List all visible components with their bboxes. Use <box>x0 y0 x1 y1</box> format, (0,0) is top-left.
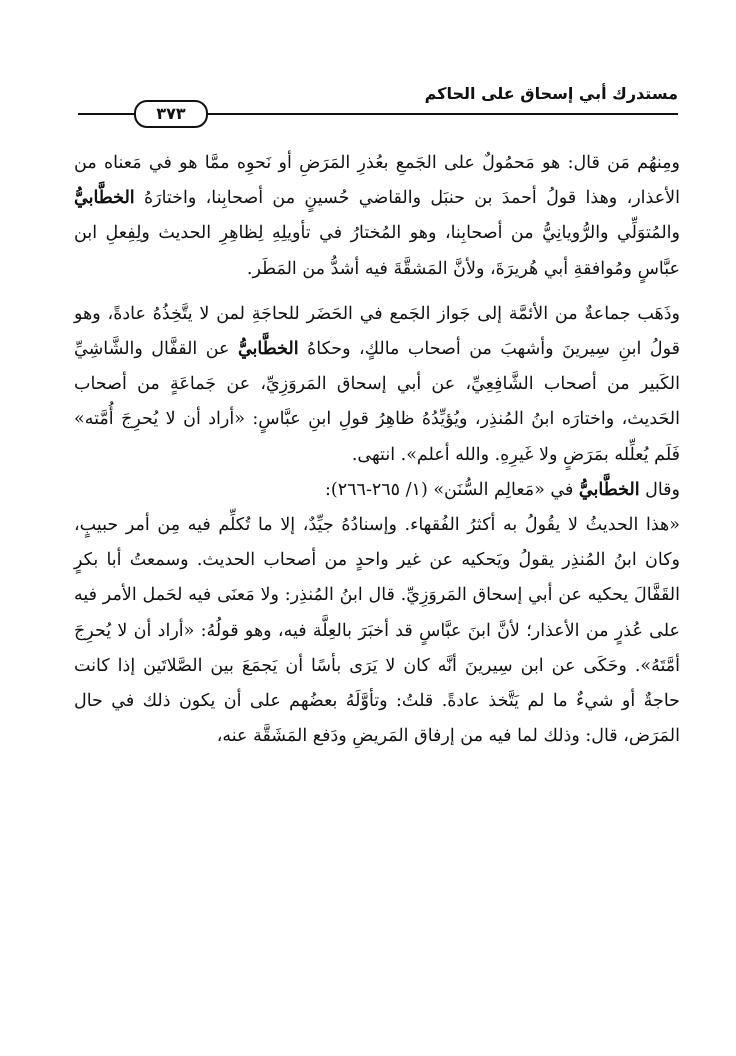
text-run: وقال <box>639 479 680 500</box>
text-run: «هذا الحديثُ لا يقُولُ به أكثرُ الفُقهاء. وإسنادُهُ جيِّدٌ، إلا ما تُكلِّم فيه مِن أمر حبيبٍ، وكان ابنُ المُنذِر يقولُ ويَحكيه عن غير واحدٍ من أصحاب الحديث. وسمعتُ أبا بكرٍ القَفَّالَ يحكيه عن أبي إسحاق المَروَزِيِّ. قال ابنُ المُنذِر: ولا مَعنَى فيه لحَمل الأمر فيه على عُذرٍ من الأعذار؛ لأنَّ ابنَ عبَّاسٍ قد أخبَرَ بالعِلَّة فيه، وهو قولُهُ: «أراد أن لا يُحرِجَ أمَّتَهُ». وحَكَى عن ابن سِيرينَ أنَّه كان لا يَرَى بأسًا أن يَجمَعَ بين الصَّلاتَين إذا كانت حاجةٌ أو شيءٌ ما لم يَتَّخذ عادةً. قلتُ: وتأوَّلَهُ بعضُهم على أن يكون ذلك في حال المَرَض، قال: وذلك لما فيه من إرفاق المَريضِ ودَفع المَشَقَّة عنه، <box>74 515 680 747</box>
name-highlight: الخطَّابيُّ <box>578 479 640 500</box>
body-text <box>74 146 680 754</box>
text-run: ومِنهُم مَن قال: هو مَحمُولٌ على الجَمعِ بعُذرِ المَرَضِ أو نَحوِه ممَّا هو في مَعناه من الأعذار، وهذا قولُ أحمدَ بن حنبَل والقاضي حُسينٍ من أصحابِنا، واختارَهُ <box>74 153 680 209</box>
text-run: والمُتوَلِّي والرُّويانِيُّ من أصحابِنا، وهو المُختارُ في تأويلِهِ لِظاهِرِ الحديث ولِفِعلِ ابن عبَّاسٍ ومُوافقةِ أبي هُريرَةَ، ولأنَّ المَشقَّةَ فيه أشدُّ من المَطَر. <box>74 223 680 279</box>
text-run: عن القفَّال والشَّاشِيِّ الكَبير من أصحاب الشَّافِعِيِّ، عن أبي إسحاق المَروَزِيِّ، عن جَماعَةٍ من أصحاب الحَديث، واختارَه ابنُ المُنذِر، ويُؤيِّدُهُ ظاهِرُ قولِ ابنِ عبَّاسٍ: «أراد أن لا يُحرِجَ أُمَّته» فَلَم يُعلِّله بمَرَضٍ ولا غَيرِهِ. والله أعلم». انتهى. <box>74 339 680 465</box>
text-run: وذَهَب جماعةٌ من الأئمَّة إلى جَواز الجَمع في الحَضَر للحاجَةِ لمن لا يتَّخِذُهُ عادةً، وهو قولُ ابنِ سِيرينَ وأشهبَ من أصحاب مالكٍ، وحكاهُ <box>74 303 680 360</box>
paragraph-2 <box>74 297 680 473</box>
page-header <box>78 84 678 124</box>
running-title: مستدرك أبي إسحاق على الحاكم <box>424 84 678 103</box>
page-number-badge: ٣٧٣ <box>134 100 208 128</box>
paragraph-3 <box>74 473 680 508</box>
text-run: في «مَعالِم السُّنَن» (١/ ٢٦٥-٢٦٦): <box>325 479 579 500</box>
paragraph-4 <box>74 508 680 754</box>
name-highlight: الخطَّابيُّ <box>74 188 135 209</box>
paragraph-1 <box>74 146 680 287</box>
name-highlight: الخطَّابيُّ <box>237 339 299 360</box>
